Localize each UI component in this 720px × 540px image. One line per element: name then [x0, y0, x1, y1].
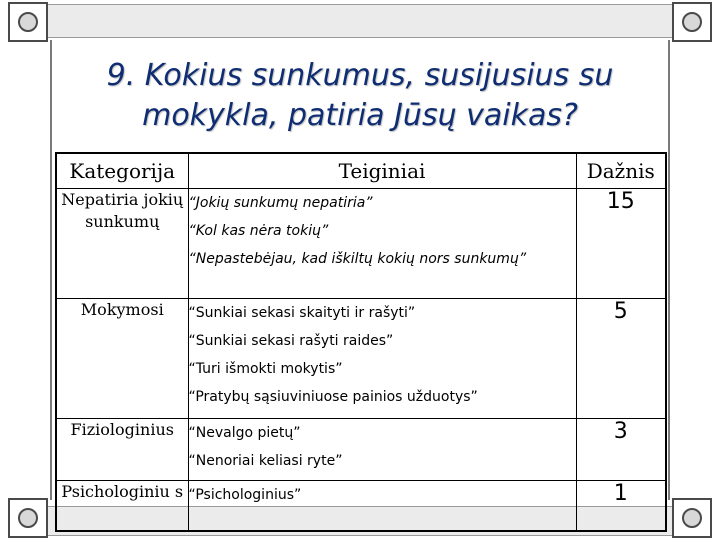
- frame-top-bar: [40, 4, 680, 38]
- corner-top-right-icon: [672, 2, 712, 42]
- corner-top-left-icon: [8, 2, 48, 42]
- table-header-row: [56, 153, 666, 189]
- category-cell: Mokymosi: [56, 299, 188, 419]
- table-row: [56, 481, 666, 531]
- corner-bottom-right-icon: [672, 498, 712, 538]
- statement: “Sunkiai sekasi rašyti raides”: [188, 333, 394, 349]
- table-row: [56, 419, 666, 481]
- category-cell: Psichologiniu s: [56, 481, 188, 531]
- statements-cell: [188, 419, 576, 481]
- statement: “Turi išmokti mokytis”: [188, 361, 343, 377]
- statements-cell: [188, 189, 576, 299]
- statements-cell: [188, 481, 576, 531]
- statement: “Pratybų sąsiuviniuose painios užduotys”: [188, 389, 478, 405]
- category-cell: Nepatiria jokių sunkumų: [56, 189, 188, 299]
- header-frequency: Dažnis: [576, 153, 666, 189]
- difficulties-table: [55, 152, 667, 532]
- statement: “Jokių sunkumų nepatiria”: [188, 195, 373, 211]
- header-category: Kategorija: [56, 153, 188, 189]
- slide-title-line-2: mokykla, patiria Jūsų vaikas?: [142, 98, 578, 133]
- frequency-cell: 15: [576, 189, 666, 299]
- corner-bottom-left-icon: [8, 498, 48, 538]
- statement: “Kol kas nėra tokių”: [188, 223, 329, 239]
- statement: “Nenoriai keliasi ryte”: [188, 453, 343, 469]
- statements-cell: [188, 299, 576, 419]
- frequency-cell: 1: [576, 481, 666, 531]
- slide-title-line-1: 9. Kokius sunkumus, susijusius su: [106, 58, 614, 93]
- statement: “Psichologinius”: [188, 487, 302, 503]
- statement: “Nevalgo pietų”: [188, 425, 301, 441]
- slide-title: [40, 56, 680, 136]
- statement: “Nepastebėjau, kad iškiltų kokių nors sunkumų”: [188, 251, 527, 267]
- table-row: [56, 189, 666, 299]
- table-row: [56, 299, 666, 419]
- statement: “Sunkiai sekasi skaityti ir rašyti”: [188, 305, 416, 321]
- category-cell: Fiziologinius: [56, 419, 188, 481]
- frequency-cell: 5: [576, 299, 666, 419]
- frequency-cell: 3: [576, 419, 666, 481]
- header-statements: Teiginiai: [188, 153, 576, 189]
